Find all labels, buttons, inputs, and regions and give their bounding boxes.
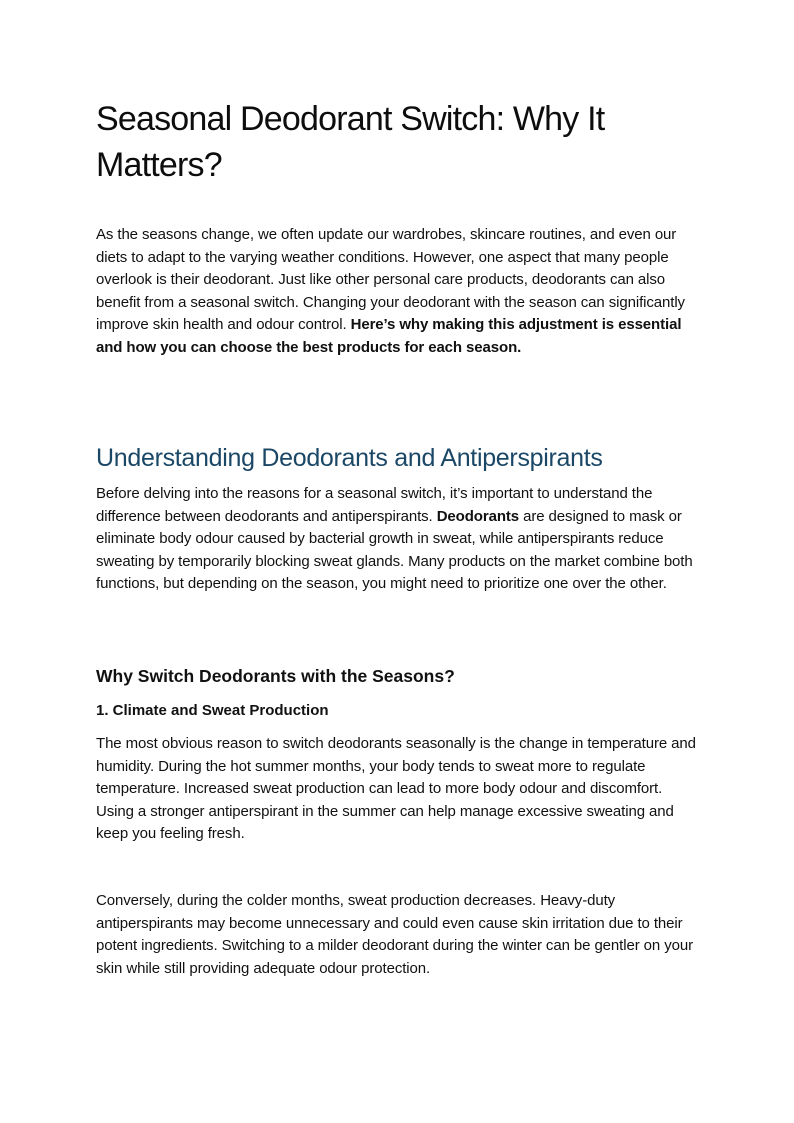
intro-paragraph bbox=[96, 224, 696, 360]
intro-bold-text: Here’s why making this adjustment is essential and how you can choose the best products for each season. bbox=[96, 316, 682, 356]
climate-paragraph-2: Conversely, during the colder months, sweat production decreases. Heavy-duty antiperspirants may become unnecessary and could even cause skin irritation due to their potent ingredients. Switching to a milder deodorant during the winter can be gentler on your skin while still providing adequate odour protection. bbox=[96, 892, 694, 977]
section1-bold-term: Deodorants bbox=[436, 507, 520, 525]
intro-text: As the seasons change, we often update our wardrobes, skincare routines, and even our diets to adapt to the varying weather conditions. However, one aspect that many people overlook is their deodorant. Just like other personal care products, deodorants can also benefit from a seasonal switch. Changing your deodorant with the season can significantly improve skin health and odour control. bbox=[96, 226, 685, 334]
section1-text-after: are designed to mask or eliminate body odour caused by bacterial growth in sweat, while antiperspirants reduce sweating by temporarily blocking sweat glands. Many products on the market combine both functions, but depending on the season, you might need to prioritize one over the other. bbox=[96, 507, 693, 593]
climate-paragraph-1: The most obvious reason to switch deodorants seasonally is the change in temperature and humidity. During the hot summer months, your body tends to sweat more to regulate temperature. Increased sweat production can lead to more body odour and discomfort. Using a stronger antiperspirant in the summer can help manage excessive sweating and keep you feeling fresh. bbox=[96, 735, 696, 843]
section-heading-why-switch: Why Switch Deodorants with the Seasons? bbox=[96, 666, 455, 686]
section1-text-before: Before delving into the reasons for a seasonal switch, it’s important to understand the difference between deodorants and antiperspirants. bbox=[96, 485, 653, 525]
section-heading-understanding: Understanding Deodorants and Antiperspirants bbox=[96, 444, 603, 472]
subheading-climate: 1. Climate and Sweat Production bbox=[96, 702, 329, 719]
section1-paragraph bbox=[96, 483, 696, 596]
page-title: Seasonal Deodorant Switch: Why It Matters? bbox=[96, 100, 605, 184]
